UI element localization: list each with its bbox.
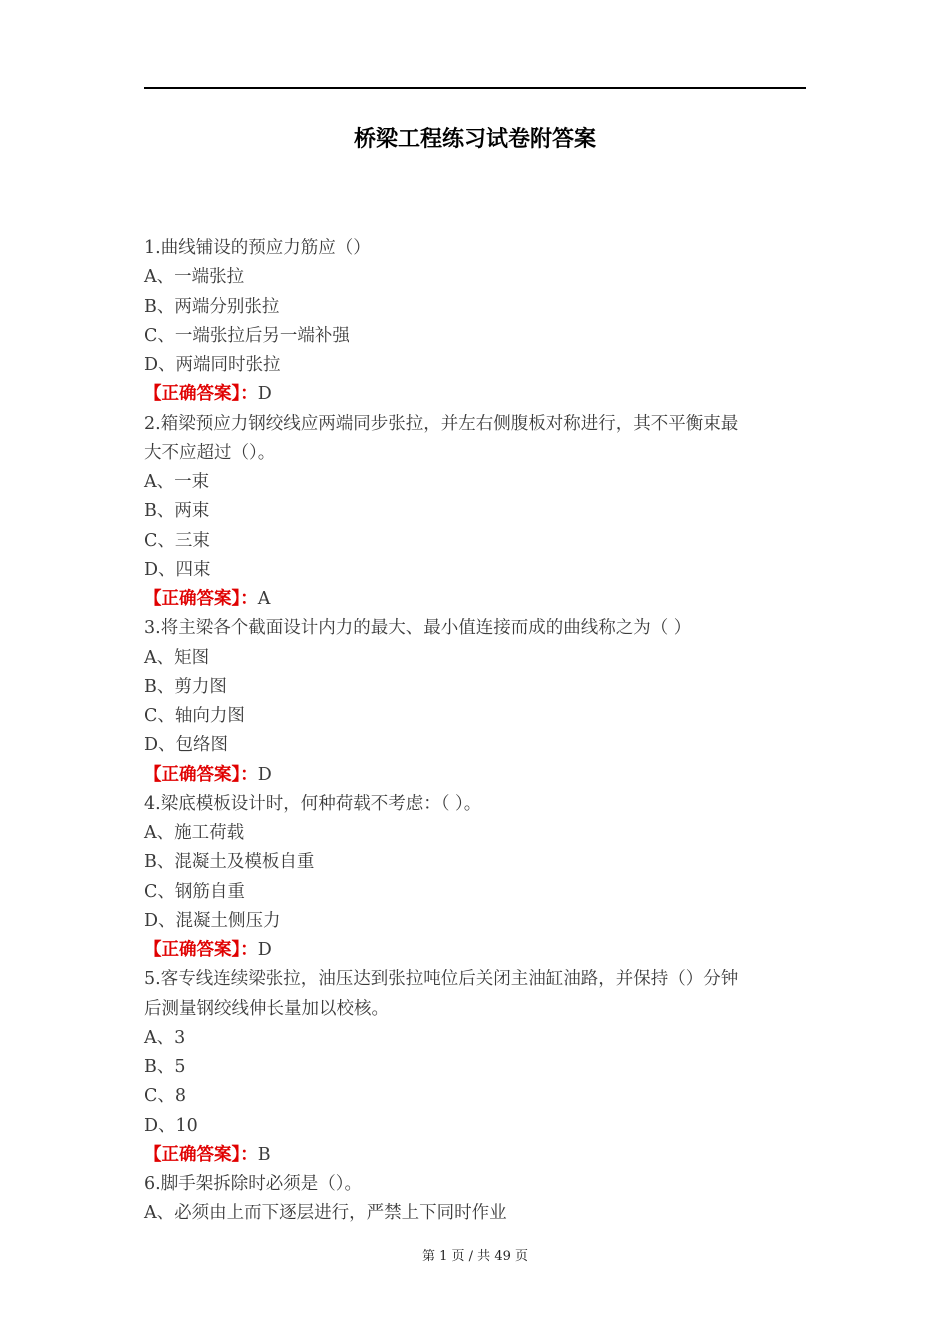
answer-option: A、施工荷载 xyxy=(144,823,245,843)
answer-option: D、10 xyxy=(144,1115,198,1136)
header-rule xyxy=(144,87,806,89)
question-block xyxy=(144,790,824,966)
question-block xyxy=(144,410,824,615)
question-text: 2.箱梁预应力钢绞线应两端同步张拉，并左右侧腹板对称进行，其不平衡束最 xyxy=(144,413,739,434)
answer-option: A、一端张拉 xyxy=(144,267,245,288)
question-block xyxy=(144,614,824,790)
answer-option: A、一束 xyxy=(144,472,210,492)
answer-option: A、3 xyxy=(144,1027,186,1048)
question-text: 大不应超过（）。 xyxy=(144,442,276,463)
answer-option: A、矩图 xyxy=(144,647,210,668)
correct-answer-value: A xyxy=(257,589,271,609)
answer-option: D、两端同时张拉 xyxy=(144,355,281,375)
answer-option: C、钢筋自重 xyxy=(144,881,245,902)
correct-answer-label: 【正确答案】： xyxy=(144,764,258,785)
answer-option: D、混凝土侧压力 xyxy=(144,910,281,931)
correct-answer xyxy=(144,761,824,790)
correct-answer-value: D xyxy=(257,940,272,960)
answer-option: C、轴向力图 xyxy=(144,706,245,726)
question-block xyxy=(144,965,824,1170)
answer-option: B、5 xyxy=(144,1057,186,1077)
correct-answer-label: 【正确答案】： xyxy=(144,1144,258,1165)
correct-answer xyxy=(144,380,824,409)
answer-option: B、混凝土及模板自重 xyxy=(144,852,315,873)
question-block xyxy=(144,1170,824,1229)
answer-option: C、三束 xyxy=(144,530,210,551)
document-title: 桥梁工程练习试卷附答案 xyxy=(353,126,596,152)
question-text: 后测量钢绞线伸长量加以校核。 xyxy=(144,998,389,1019)
question-text: 1.曲线铺设的预应力筋应（） xyxy=(144,238,371,258)
page-footer: 第 1 页 / 共 49 页 xyxy=(422,1249,528,1264)
answer-option: A、必须由上而下逐层进行，严禁上下同时作业 xyxy=(144,1203,507,1224)
correct-answer-value: D xyxy=(257,764,272,785)
question-text: 6.脚手架拆除时必须是（）。 xyxy=(144,1174,362,1194)
question-text: 5.客专线连续梁张拉，油压达到张拉吨位后关闭主油缸油路，并保持（）分钟 xyxy=(144,969,739,990)
correct-answer-label: 【正确答案】： xyxy=(144,384,258,405)
question-text: 4.梁底模板设计时，何种荷载不考虑：（ ）。 xyxy=(144,793,482,814)
question-block xyxy=(144,234,824,410)
question-text: 3.将主梁各个截面设计内力的最大、最小值连接而成的曲线称之为（ ） xyxy=(144,618,692,639)
answer-option: B、剪力图 xyxy=(144,676,227,697)
correct-answer-value: D xyxy=(257,384,272,405)
answer-option: B、两端分别张拉 xyxy=(144,296,280,317)
answer-option: D、四束 xyxy=(144,559,211,580)
question-list xyxy=(144,234,824,1229)
answer-option: C、一端张拉后另一端补强 xyxy=(144,325,350,346)
correct-answer xyxy=(144,585,824,614)
answer-option: D、包络图 xyxy=(144,735,229,756)
correct-answer xyxy=(144,936,824,965)
correct-answer xyxy=(144,1141,824,1170)
correct-answer-label: 【正确答案】： xyxy=(144,940,258,960)
correct-answer-label: 【正确答案】： xyxy=(144,589,258,609)
correct-answer-value: B xyxy=(257,1144,271,1165)
answer-option: C、8 xyxy=(144,1086,187,1107)
answer-option: B、两束 xyxy=(144,501,210,522)
